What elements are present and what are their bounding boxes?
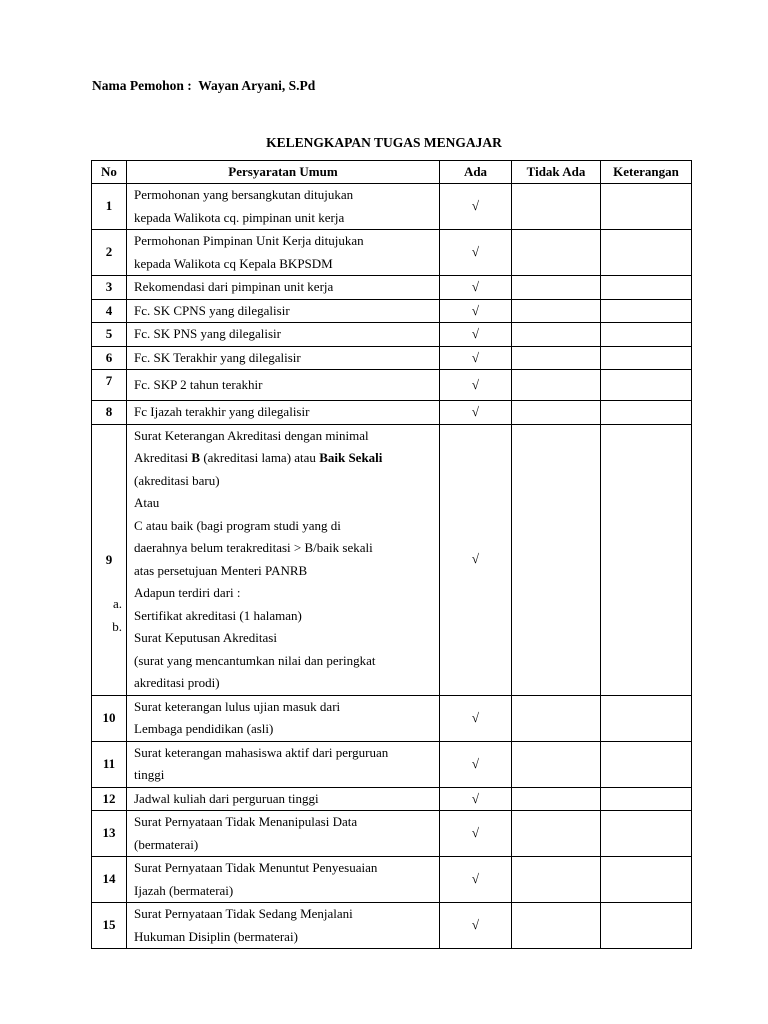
- cell-tidak-ada: [512, 323, 601, 347]
- row-requirement: [127, 857, 440, 903]
- cell-keterangan: [601, 811, 692, 857]
- requirement-line: Lembaga pendidikan (asli): [134, 721, 274, 736]
- requirement-text: Akreditasi: [134, 450, 192, 465]
- table-row: [92, 323, 692, 347]
- cell-tidak-ada: [512, 370, 601, 401]
- requirement-line: atas persetujuan Menteri PANRB: [134, 562, 308, 578]
- cell-tidak-ada: [512, 299, 601, 323]
- checkmark: √: [440, 811, 512, 857]
- cell-keterangan: [601, 787, 692, 811]
- requirement-line: C atau baik (bagi program studi yang di: [134, 517, 341, 533]
- cell-tidak-ada: [512, 346, 601, 370]
- cell-keterangan: [601, 184, 692, 230]
- requirement-line: Surat Pernyataan Tidak Menanipulasi Data: [134, 814, 358, 829]
- row-number: 3: [92, 276, 127, 300]
- applicant-name: Wayan Aryani, S.Pd: [198, 78, 316, 93]
- requirement-line: Permohonan yang bersangkutan ditujukan: [134, 187, 354, 202]
- row-requirement: [127, 903, 440, 949]
- table-row: [92, 424, 692, 695]
- cell-tidak-ada: [512, 787, 601, 811]
- requirement-line: kepada Walikota cq Kepala BKPSDM: [134, 255, 333, 271]
- table-row: [92, 299, 692, 323]
- table-row: [92, 370, 692, 401]
- row-number-value: 9: [105, 551, 113, 567]
- row-requirement: [127, 184, 440, 230]
- requirement-bold: Baik Sekali: [319, 450, 383, 465]
- cell-keterangan: [601, 370, 692, 401]
- table-row: [92, 346, 692, 370]
- row-number: 11: [92, 741, 127, 787]
- row-number: 4: [92, 299, 127, 323]
- requirement-line: Surat Keterangan Akreditasi dengan minimal: [134, 427, 369, 443]
- table-row: [92, 401, 692, 425]
- row-requirement: Fc Ijazah terakhir yang dilegalisir: [127, 401, 440, 425]
- cell-keterangan: [601, 276, 692, 300]
- table-row: [92, 230, 692, 276]
- cell-keterangan: [601, 424, 692, 695]
- cell-tidak-ada: [512, 184, 601, 230]
- document-title: KELENGKAPAN TUGAS MENGAJAR: [266, 135, 502, 150]
- row-requirement: [127, 230, 440, 276]
- cell-tidak-ada: [512, 230, 601, 276]
- header-ada: Ada: [440, 161, 512, 184]
- table-row: [92, 903, 692, 949]
- checkmark: √: [440, 299, 512, 323]
- sub-item-a: a.: [112, 596, 122, 611]
- cell-keterangan: [601, 695, 692, 741]
- row-requirement: Fc. SK CPNS yang dilegalisir: [127, 299, 440, 323]
- row-number: 2: [92, 230, 127, 276]
- requirement-line: [134, 447, 434, 470]
- table-row: [92, 741, 692, 787]
- requirement-line: tinggi: [134, 767, 165, 782]
- header-requirement: Persyaratan Umum: [127, 161, 440, 184]
- checkmark: √: [440, 695, 512, 741]
- cell-tidak-ada: [512, 741, 601, 787]
- cell-keterangan: [601, 299, 692, 323]
- applicant-label: Nama Pemohon :: [92, 78, 192, 93]
- cell-keterangan: [601, 401, 692, 425]
- requirement-line: (bermaterai): [134, 836, 199, 852]
- requirement-line: daerahnya belum terakreditasi > B/baik sekali: [134, 540, 373, 555]
- header-no: No: [92, 161, 127, 184]
- checkmark: √: [440, 276, 512, 300]
- requirement-line: Permohonan Pimpinan Unit Kerja ditujukan: [134, 233, 364, 248]
- row-number: 10: [92, 695, 127, 741]
- requirement-line: Atau: [134, 495, 160, 510]
- row-number: 8: [92, 401, 127, 425]
- requirement-line: Surat Keputusan Akreditasi: [134, 630, 277, 645]
- cell-tidak-ada: [512, 811, 601, 857]
- requirement-line: Surat Pernyataan Tidak Sedang Menjalani: [134, 906, 353, 921]
- requirement-line: (surat yang mencantumkan nilai dan peringkat: [134, 652, 376, 668]
- table-row: [92, 857, 692, 903]
- table-header-row: [92, 161, 692, 184]
- row-number: 6: [92, 346, 127, 370]
- row-requirement: [127, 741, 440, 787]
- row-requirement: [127, 695, 440, 741]
- row-requirement: Fc. SK Terakhir yang dilegalisir: [127, 346, 440, 370]
- row-requirement: Rekomendasi dari pimpinan unit kerja: [127, 276, 440, 300]
- row-number: [92, 424, 127, 695]
- header-tidak-ada: Tidak Ada: [512, 161, 601, 184]
- row-requirement: Fc. SKP 2 tahun terakhir: [127, 370, 440, 401]
- table-body: [92, 184, 692, 949]
- cell-keterangan: [601, 323, 692, 347]
- row-number: 5: [92, 323, 127, 347]
- table-row: [92, 276, 692, 300]
- checkmark: √: [440, 401, 512, 425]
- cell-tidak-ada: [512, 903, 601, 949]
- row-requirement: [127, 424, 440, 695]
- requirement-line: Adapun terdiri dari :: [134, 585, 241, 600]
- row-requirement: [127, 811, 440, 857]
- applicant-line: [92, 78, 315, 94]
- requirement-line: Sertifikat akreditasi (1 halaman): [134, 607, 302, 623]
- cell-tidak-ada: [512, 401, 601, 425]
- requirement-bold: B: [191, 450, 201, 465]
- checkmark: √: [440, 424, 512, 695]
- row-number: 7: [92, 370, 127, 401]
- requirement-line: Surat keterangan mahasiswa aktif dari perguruan: [134, 744, 389, 760]
- row-number: 14: [92, 857, 127, 903]
- cell-tidak-ada: [512, 695, 601, 741]
- table-row: [92, 811, 692, 857]
- table-row: [92, 787, 692, 811]
- requirement-line: Surat keterangan lulus ujian masuk dari: [134, 698, 341, 714]
- checkmark: √: [440, 346, 512, 370]
- table-row: [92, 695, 692, 741]
- requirement-line: Ijazah (bermaterai): [134, 882, 234, 898]
- checkmark: √: [440, 370, 512, 401]
- checkmark: √: [440, 857, 512, 903]
- cell-tidak-ada: [512, 276, 601, 300]
- row-number: 15: [92, 903, 127, 949]
- cell-keterangan: [601, 903, 692, 949]
- table-row: [92, 184, 692, 230]
- requirements-table: [91, 160, 692, 949]
- checkmark: √: [440, 903, 512, 949]
- checkmark: √: [440, 184, 512, 230]
- cell-tidak-ada: [512, 857, 601, 903]
- row-requirement: Jadwal kuliah dari perguruan tinggi: [127, 787, 440, 811]
- row-number: 1: [92, 184, 127, 230]
- header-keterangan: Keterangan: [601, 161, 692, 184]
- cell-tidak-ada: [512, 424, 601, 695]
- cell-keterangan: [601, 857, 692, 903]
- requirement-line: kepada Walikota cq. pimpinan unit kerja: [134, 209, 345, 225]
- checkmark: √: [440, 787, 512, 811]
- checkmark: √: [440, 230, 512, 276]
- cell-keterangan: [601, 346, 692, 370]
- requirement-text: (akreditasi lama) atau: [200, 450, 320, 465]
- requirement-line: akreditasi prodi): [134, 675, 220, 690]
- checkmark: √: [440, 323, 512, 347]
- cell-keterangan: [601, 741, 692, 787]
- row-number: 12: [92, 787, 127, 811]
- requirement-line: Hukuman Disiplin (bermaterai): [134, 928, 298, 944]
- cell-keterangan: [601, 230, 692, 276]
- row-number: 13: [92, 811, 127, 857]
- checkmark: √: [440, 741, 512, 787]
- sub-item-b: b.: [112, 618, 122, 634]
- requirement-line: Surat Pernyataan Tidak Menuntut Penyesuaian: [134, 860, 378, 875]
- requirement-line: (akreditasi baru): [134, 472, 220, 488]
- row-requirement: Fc. SK PNS yang dilegalisir: [127, 323, 440, 347]
